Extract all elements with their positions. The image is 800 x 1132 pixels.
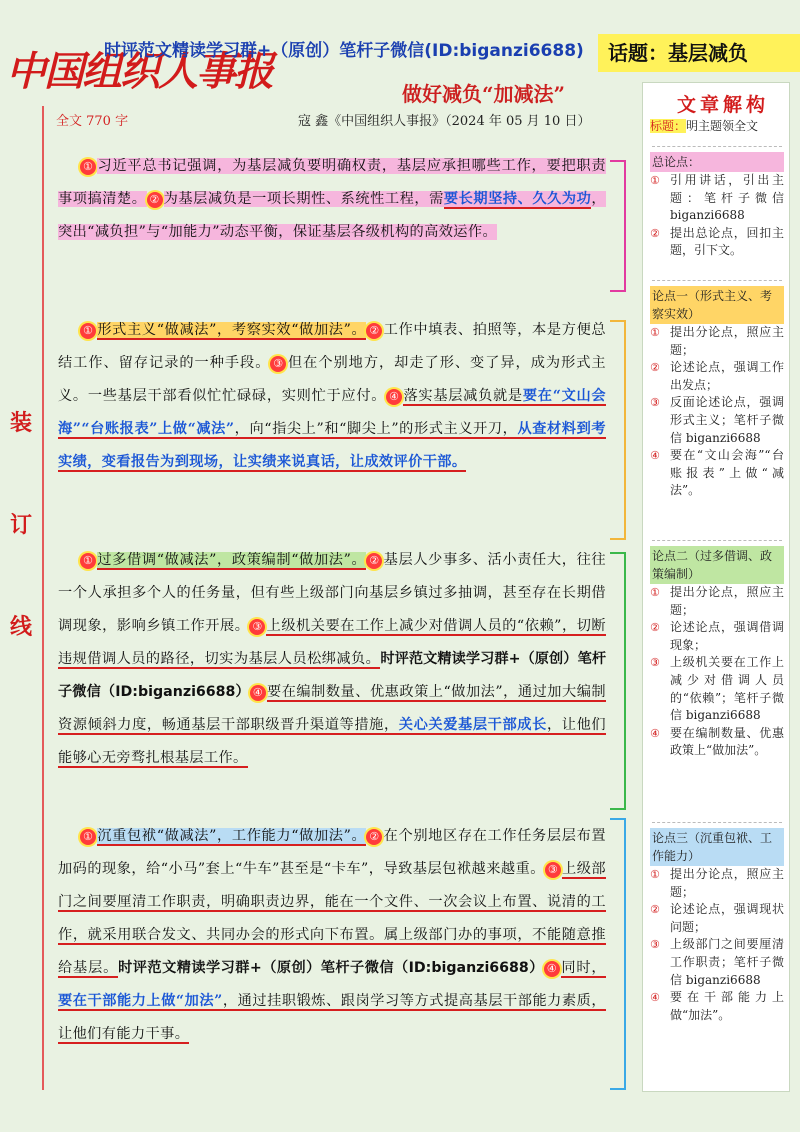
key-phrase: 要在干部能力上做“加法” (58, 993, 223, 1009)
sentence: 为基层减负是一项长期性、系统性工程，需 (163, 191, 444, 207)
item-text: 要在干部能力上做“加法”。 (670, 990, 784, 1022)
sidebar-divider (652, 822, 782, 823)
bracket-intro (610, 160, 626, 292)
item-text: 论述论点，强调现状问题； (670, 902, 784, 934)
sentence: 上级部门之间要厘清工作职责，明确职责边界，能在一个文件、一次会议上布置、说清的工作，就采用联合发文、共同办会的形式向下布置。属上级部门办的事项，不能随意推给基层。 (58, 861, 606, 976)
section-item (650, 172, 784, 225)
topic-banner: 话题：基层减负 (598, 34, 800, 72)
item-text: 引用讲话，引出主题：笔杆子微信 biganzi6688 (670, 173, 784, 223)
word-count: 全文 770 字 (56, 114, 129, 129)
sentence: 但在个别地方，却走了形、变了异，成为形式主义。一些基层干部看似忙忙碌碌，实则忙于应付。 (58, 355, 606, 404)
bracket-point-two (610, 552, 626, 810)
sentence: 习近平总书记强调，为基层减负要明确权责，基层应承担哪些工作，要把职责事项搞清楚。 (58, 158, 606, 207)
sentence-number: ④ (544, 961, 560, 977)
section-item (650, 225, 784, 260)
study-group-header: 时评范文精读学习群+（原创）笔杆子微信(ID:biganzi6688) (104, 41, 584, 61)
promo-text: 时评范文精读学习群+（原创）笔杆子微信（ID:biganzi6688） (58, 651, 607, 700)
paragraph-point-two (58, 544, 606, 775)
sub-thesis: 沉重包袱“做减法”，工作能力“做加法”。 (97, 828, 367, 844)
section-head: 论点三（沉重包袱、工作能力） (650, 828, 784, 866)
section-item (650, 936, 784, 989)
item-text: 论述论点，强调借调现象； (670, 620, 784, 652)
sentence: ，向“指尖上”和“脚尖上”的形式主义开刀， (234, 421, 518, 437)
promo-text: 时评范文精读学习群+（原创）笔杆子微信（ID:biganzi6688） (118, 960, 544, 976)
sentence-number: ③ (270, 356, 286, 372)
sentence: 要在编制数量、优惠政策上“做加法”，通过加大编制资源倾斜力度，畅通基层干部职级晋升渠道等措施， (58, 684, 607, 733)
item-text: 提出总论点，回扣主题，引下文。 (670, 225, 784, 258)
key-phrase: 关心关爱基层干部成长 (398, 717, 547, 733)
section-item (650, 619, 784, 654)
item-number: ① (650, 868, 660, 881)
article-source: 寇 鑫《中国组织人事报》（2024 年 05 月 10 日） (298, 114, 591, 129)
sentence-number: ① (80, 159, 96, 175)
item-number: ④ (650, 991, 660, 1005)
section-item (650, 447, 784, 500)
sidebar-divider (652, 146, 782, 147)
item-text: 提出分论点，照应主题； (670, 585, 784, 617)
sentence-number: ③ (545, 862, 561, 878)
sentence: 在个别地区存在工作任务层层布置加码的现象，给“小马”套上“牛车”甚至是“卡车”，导致基层包袱越来越重。 (58, 828, 606, 877)
item-text: 要在“文山会海”“台账报表”上做“减法”。 (670, 448, 784, 498)
sub-thesis: 过多借调“做减法”，政策编制“做加法”。 (97, 552, 367, 568)
item-number: ① (650, 174, 660, 187)
sidebar-point-two-section (650, 546, 784, 760)
title-label: 标题： (650, 119, 687, 133)
paragraph-point-one (58, 314, 606, 479)
sidebar-point-three-section (650, 828, 784, 1024)
bracket-point-three (610, 818, 626, 1090)
sentence-number: ④ (250, 685, 266, 701)
section-head: 论点一（形式主义、考察实效） (650, 286, 784, 324)
sidebar-title-section (650, 118, 784, 136)
sentence-number: ② (366, 323, 382, 339)
paragraph-point-three (58, 820, 606, 1051)
key-phrase: 从查材料到考实绩，变看报告为到现场，让实绩来说真话，让成效评价干部。 (58, 421, 606, 470)
section-item (650, 324, 784, 359)
key-phrase: 要长期坚持、久久为功 (443, 191, 592, 207)
item-number: ④ (650, 449, 660, 463)
sidebar-divider (652, 540, 782, 541)
sidebar-general-section (650, 152, 784, 260)
sentence-number: ③ (249, 619, 265, 635)
section-item (650, 394, 784, 447)
sentence-number: ② (147, 192, 163, 208)
item-text: 提出分论点，照应主题； (670, 325, 784, 357)
sentence: 落实基层减负就是 (403, 388, 523, 404)
section-head: 论点二（过多借调、政策编制） (650, 546, 784, 584)
sentence: 基层人少事多、活小责任大，往往一个人承担多个人的任务量，但有些上级部门向基层乡镇过多抽调，甚至存在长期借调现象，影响乡镇工作开展。 (58, 552, 606, 634)
key-phrase: 要在“文山会海”“台账报表”上做“减法” (58, 388, 607, 437)
item-number: ② (650, 621, 660, 635)
sentence: 上级机关要在工作上减少对借调人员的“依赖”，切断违规借调人员的路径，切实为基层人员松绑减负。 (58, 618, 607, 667)
section-item (650, 989, 784, 1024)
item-number: ③ (650, 656, 660, 670)
binding-line (42, 106, 44, 1090)
item-number: ③ (650, 396, 660, 410)
sentence: 同时， (560, 960, 607, 976)
sidebar-title: 文章解构 (676, 94, 769, 116)
item-text: 要在编制数量、优惠政策上“做加法”。 (670, 725, 784, 758)
item-number: ① (650, 326, 660, 339)
item-number: ④ (650, 726, 660, 740)
sentence-number: ① (80, 829, 96, 845)
article-title: 做好减负“加减法” (402, 82, 566, 106)
sentence: ，突出“减负担”与“加能力”动态平衡，保证基层各级机构的高效运作。 (58, 191, 606, 240)
binding-char: 装 (9, 410, 32, 436)
sentence-number: ② (366, 553, 382, 569)
item-number: ③ (650, 938, 660, 952)
sidebar-point-one-section (650, 286, 784, 500)
item-text: 论述论点，强调工作出发点； (670, 360, 784, 392)
sentence: 工作中填表、拍照等，本是方便总结工作、留存记录的一种手段。 (58, 322, 606, 371)
section-item (650, 725, 784, 760)
sub-thesis: 形式主义“做减法”，考察实效“做加法”。 (97, 322, 367, 338)
title-text: 明主题领全文 (686, 119, 759, 133)
section-item (650, 866, 784, 901)
newspaper-logo: 中国组织人事报 (6, 48, 272, 95)
section-item (650, 901, 784, 936)
item-text: 上级机关要在工作上减少对借调人员的“依赖”；笔杆子微信 biganzi6688 (670, 655, 784, 723)
item-number: ② (650, 903, 660, 917)
item-text: 反面论述论点，强调形式主义；笔杆子微信 biganzi6688 (670, 395, 784, 445)
binding-char: 线 (9, 614, 32, 640)
item-number: ① (650, 586, 660, 599)
sentence-number: ② (366, 829, 382, 845)
section-item (650, 654, 784, 724)
sidebar-divider (652, 280, 782, 281)
bracket-point-one (610, 320, 626, 540)
paragraph-intro (58, 150, 606, 249)
sentence: ，通过挂职锻炼、跟岗学习等方式提高基层干部能力素质，让他们有能力干事。 (58, 993, 606, 1042)
section-item (650, 359, 784, 394)
sentence-number: ④ (386, 389, 402, 405)
item-text: 提出分论点，照应主题； (670, 867, 784, 899)
section-item (650, 584, 784, 619)
binding-char: 订 (9, 512, 32, 538)
sentence-number: ① (80, 323, 96, 339)
item-text: 上级部门之间要厘清工作职责；笔杆子微信 biganzi6688 (670, 937, 784, 987)
binding-label (8, 372, 34, 678)
sentence-number: ① (80, 553, 96, 569)
item-number: ② (650, 361, 660, 375)
sentence: ，让他们能够心无旁骛扎根基层工作。 (58, 717, 606, 766)
section-head: 总论点： (650, 152, 784, 172)
item-number: ② (650, 226, 660, 240)
